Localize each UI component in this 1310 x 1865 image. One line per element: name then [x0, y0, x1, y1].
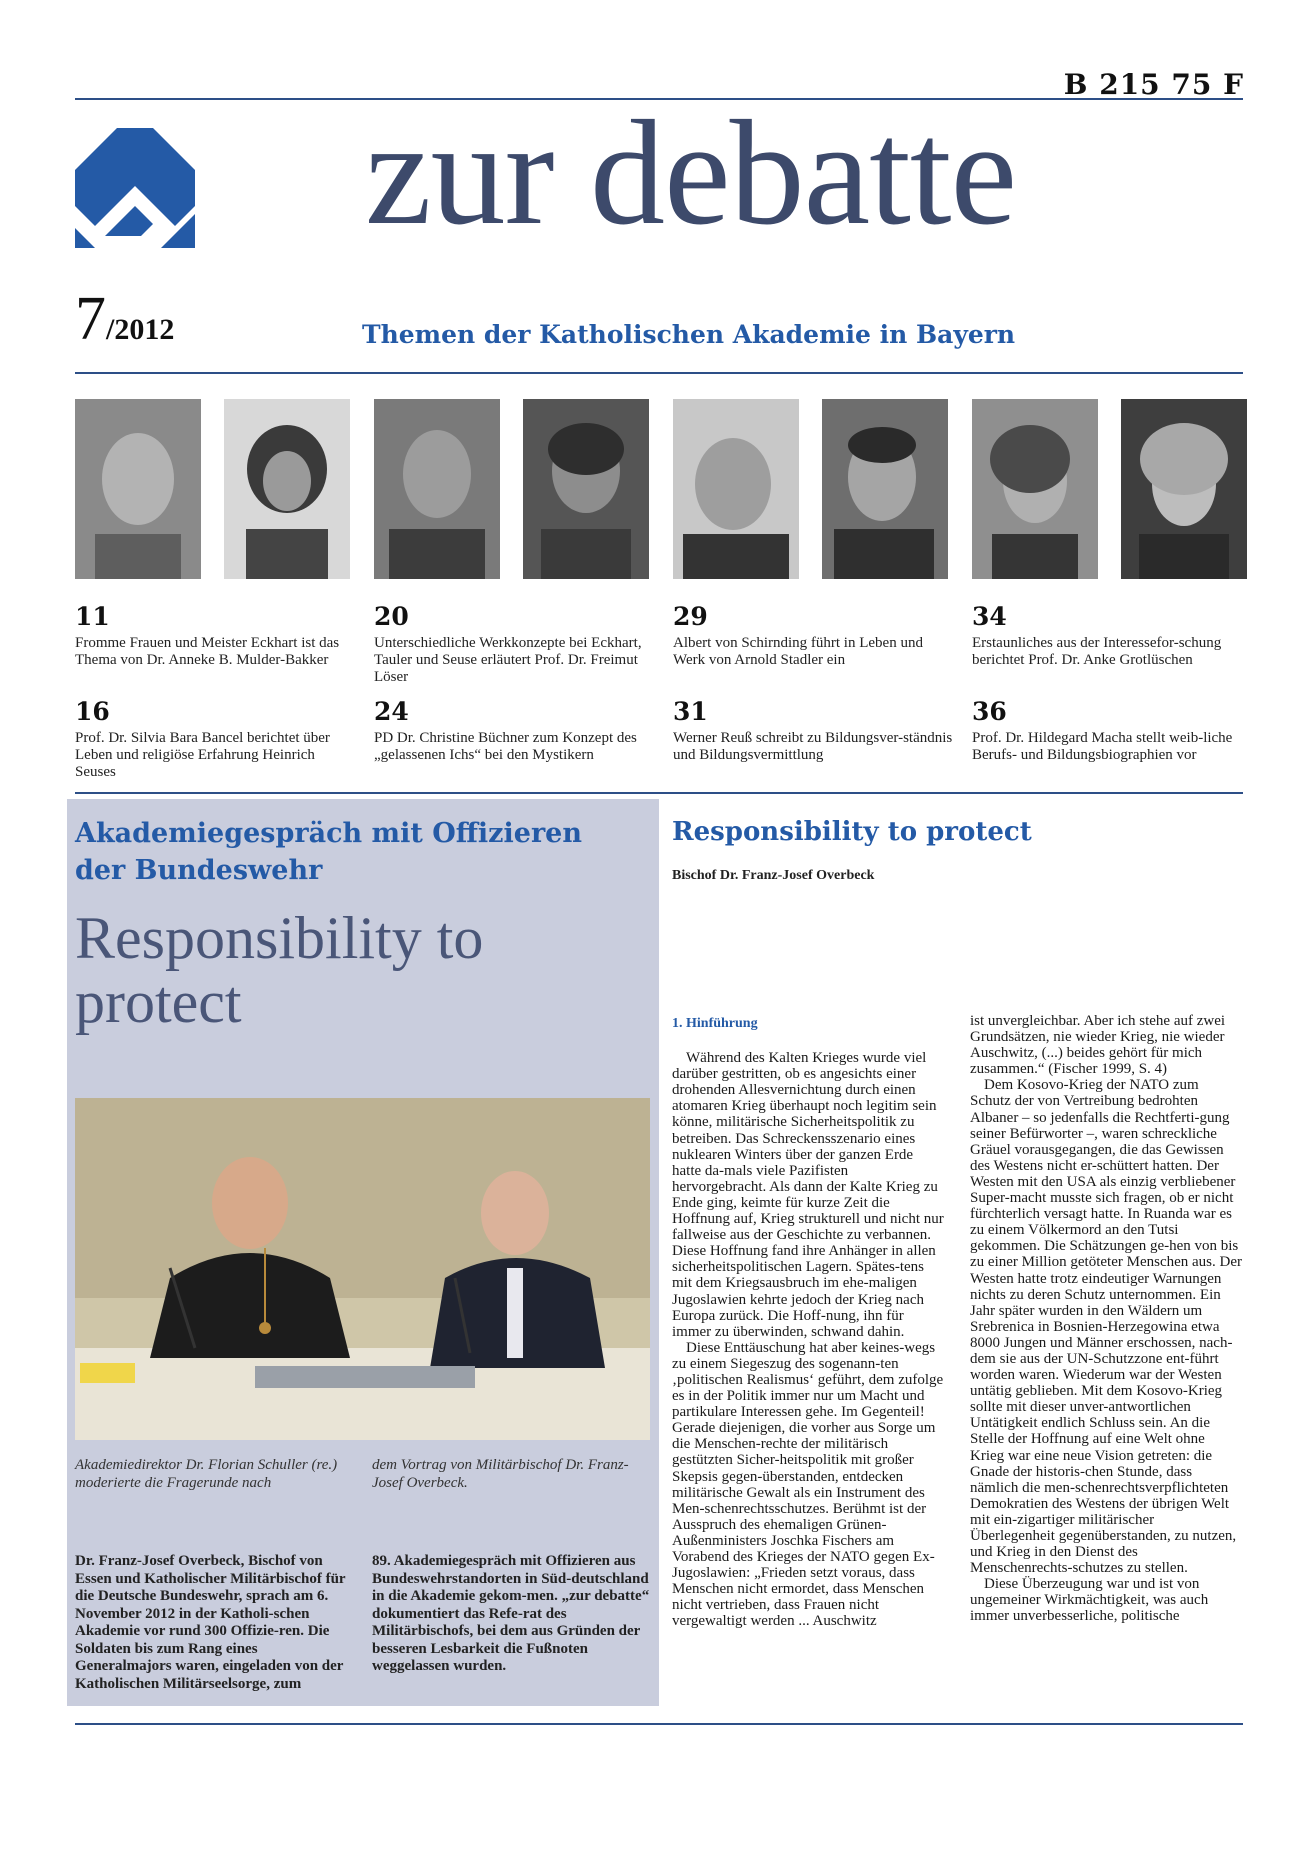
- issue-year: /2012: [106, 313, 175, 346]
- article-paragraph: Diese Enttäuschung hat aber keines-wegs zu einem Siegeszug des sogenann-ten ‚politischen Realismus‘ geführt, dem zufolge es in der Politik immer nur um Macht und partikulare Interessen gehe. Im Gegenteil! Gerade diejenigen, die vorher aus Sorge um die Menschen-rechte der militärisch gestützten Sicher-heitspolitik mit großer Skepsis gegen-überstanden, entdecken militärische Gewalt als ein Instrument des Men-schenrechtsschutzes. Berühmt ist der Ausspruch des ehemaligen Grünen-Außenministers Joschka Fischers am Vorabend des Krieges der NATO gegen Ex-Jugoslawien: „Frieden setzt voraus, dass Menschen nicht ermordet, dass Menschen nicht vertrieben, dass Frauen nicht vergewaltigt werden ... Auschwitz: [672, 1339, 944, 1630]
- intro-left: Dr. Franz-Josef Overbeck, Bischof von Essen und Katholischer Militärbischof für die Deutsche Bundeswehr, sprach am 6. November 2012 in der Katholi-schen Akademie vor rund 300 Offizie-ren. Die Soldaten bis zum Rang eines Generalmajors waren, eingeladen von der Katholischen Militärseelsorge, zum: [75, 1553, 346, 1692]
- article-paragraph: Diese Überzeugung war und ist von ungemeiner Wirkmächtigkeit, was auch immer unverbesserliche, politische: [970, 1576, 1209, 1625]
- teaser-page: 11: [75, 602, 110, 631]
- issue-num: 7: [75, 285, 106, 353]
- portrait-photo-5: [673, 399, 799, 579]
- teaser-text: PD Dr. Christine Büchner zum Konzept des „gelassenen Ichs“ bei den Mystikern: [374, 730, 637, 763]
- portrait-photo-1: [75, 399, 201, 579]
- teaser-item[interactable]: [972, 604, 1252, 669]
- teaser-item[interactable]: [374, 604, 654, 686]
- teaser-text: Albert von Schirnding führt in Leben und Werk von Arnold Stadler ein: [673, 635, 923, 668]
- portrait-photo-4: [523, 399, 649, 579]
- bottom-rule: [75, 1723, 1243, 1725]
- teaser-text: Erstaunliches aus der Interessefor-schung berichtet Prof. Dr. Anke Grotlüschen: [972, 635, 1222, 668]
- teaser-text: Fromme Frauen und Meister Eckhart ist das Thema von Dr. Anneke B. Mulder-Bakker: [75, 635, 340, 668]
- teaser-item[interactable]: [374, 699, 654, 764]
- article-paragraph: ist unvergleichbar. Aber ich stehe auf zwei Grundsätzen, nie wieder Krieg, nie wieder Auschwitz, (...) beides gehört für mich zusammen.“ (Fischer 1999, S. 4): [970, 1013, 1226, 1078]
- akademie-logo: [75, 128, 195, 248]
- feature-kicker: Akademiegespräch mit Offizieren der Bundeswehr: [75, 818, 582, 886]
- teaser-page: 36: [972, 697, 1007, 726]
- section-heading: 1. Hinführung: [672, 1016, 758, 1031]
- portrait-photo-7: [972, 399, 1098, 579]
- teaser-text: Unterschiedliche Werkkonzepte bei Eckhart, Tauler und Seuse erläutert Prof. Dr. Freimut Löser: [374, 635, 642, 685]
- feature-photo: [75, 1098, 650, 1440]
- portrait-photo-6: [822, 399, 948, 579]
- teaser-item[interactable]: [972, 699, 1252, 764]
- intro-right: 89. Akademiegespräch mit Offizieren aus Bundeswehrstandorten in Süd-deutschland in die Akademie gekom-men. „zur debatte“ dokumentiert das Refe-rat des Militärbischofs, bei dem aus Gründen der besseren Lesbarkeit die Fußnoten weggelassen wurden.: [372, 1553, 650, 1674]
- article-column-2: [970, 1013, 1242, 1625]
- teaser-page: 24: [374, 697, 409, 726]
- teaser-page: 31: [673, 697, 708, 726]
- teaser-rule: [75, 792, 1243, 794]
- article-headline: Responsibility to protect: [672, 817, 1032, 847]
- article-paragraph: Dem Kosovo-Krieg der NATO zum Schutz der von Vertreibung bedrohten Albaner – so jedenfalls die Rechtferti-gung seiner Befürworter –, waren schreckliche Gräuel vorausgegangen, die das Gewissen des Westens nicht er-schüttert hatten. Der Westen mit den USA als einzig verbliebener Super-macht musste sich fragen, ob er nicht fürchterlich versagt hatte. In Ruanda war es zu einem Völkermord an den Tutsi gekommen. Die Schätzungen ge-hen von bis zu einer Million getöteter Menschen aus. Der Westen hatte trotz eindeutiger Warnungen nichts zu deren Schutz unternommen. Ein Jahr später wurden in den Wäldern um Srebrenica in Bosnien-Herzegowina etwa 8000 Jungen und Männer erschossen, nach-dem sie aus der UN-Schutzzone ent-führt worden waren. Wiederum war der Westen untätig geblieben. Mit dem Kosovo-Krieg sollte mit dieser unver-antwortlichen Untätigkeit endlich Schluss sein. An die Stelle der Hoffnung auf eine Welt ohne Krieg war eine neue Vision getreten: die Gnade der historis-chen Stunde, dass nämlich die men-schenrechtsverpflichteten Demokratien des Westens der übrigen Welt mit ein-zigartiger militärischer Überlegenheit gegenüberstanden, zu nutzen, und Krieg in den Dienst des Menschenrechts-schutzes zu stellen.: [970, 1077, 1242, 1577]
- issue-number: [75, 285, 175, 353]
- article-column-1: [672, 1016, 944, 1629]
- portrait-photo-8: [1121, 399, 1247, 579]
- masthead: zur debatte: [365, 90, 1017, 256]
- feature-title: Responsibility to protect: [75, 905, 484, 1035]
- teaser-page: 29: [673, 602, 708, 631]
- teaser-page: 34: [972, 602, 1007, 631]
- portrait-photo-2: [224, 399, 350, 579]
- portrait-photo-3: [374, 399, 500, 579]
- article-author: Bischof Dr. Franz-Josef Overbeck: [672, 868, 875, 883]
- teaser-item[interactable]: [673, 699, 953, 764]
- photo-caption-right: dem Vortrag von Militärbischof Dr. Franz-Josef Overbeck.: [372, 1457, 629, 1491]
- teaser-page: 20: [374, 602, 409, 631]
- teaser-text: Prof. Dr. Silvia Bara Bancel berichtet über Leben und religiöse Erfahrung Heinrich Seuses: [75, 730, 330, 780]
- photo-caption-left: Akademiedirektor Dr. Florian Schuller (re.) moderierte die Fragerunde nach: [75, 1457, 338, 1491]
- teaser-item[interactable]: [75, 604, 355, 669]
- teaser-item[interactable]: [75, 699, 355, 781]
- teaser-text: Prof. Dr. Hildegard Macha stellt weib-liche Berufs- und Bildungsbiographien vor: [972, 730, 1233, 763]
- issue-code: B 215 75 F: [1063, 68, 1244, 101]
- teaser-page: 16: [75, 697, 110, 726]
- article-paragraph: Während des Kalten Krieges wurde viel darüber gestritten, ob es angesichts einer drohenden Allesvernichtung durch einen atomaren Krieg überhaupt noch legitim sein könne, militärische Sicherheitspolitik zu betreiben. Das Schreckensszenario eines nuklearen Winters über der ganzen Erde hatte da-mals viele Pazifisten hervorgebracht. Als dann der Kalte Krieg zu Ende ging, keimte für kurze Zeit die Hoffnung auf, Krieg strukturell und nicht nur fallweise aus der Geschichte zu verbannen. Diese Hoffnung fand ihre Anhänger in allen sicherheitspolitischen Lagern. Spätes-tens mit dem Kriegsausbruch im ehe-maligen Jugoslawien kehrte jedoch der Krieg nach Europa zurück. Die Hoff-nung, ihn für immer zu überwinden, schwand dahin.: [672, 1050, 944, 1340]
- publication-subtitle: Themen der Katholischen Akademie in Bayern: [362, 320, 1016, 349]
- teaser-item[interactable]: [673, 604, 953, 669]
- subtitle-rule: [75, 372, 1243, 374]
- teaser-text: Werner Reuß schreibt zu Bildungsver-ständnis und Bildungsvermittlung: [673, 730, 953, 763]
